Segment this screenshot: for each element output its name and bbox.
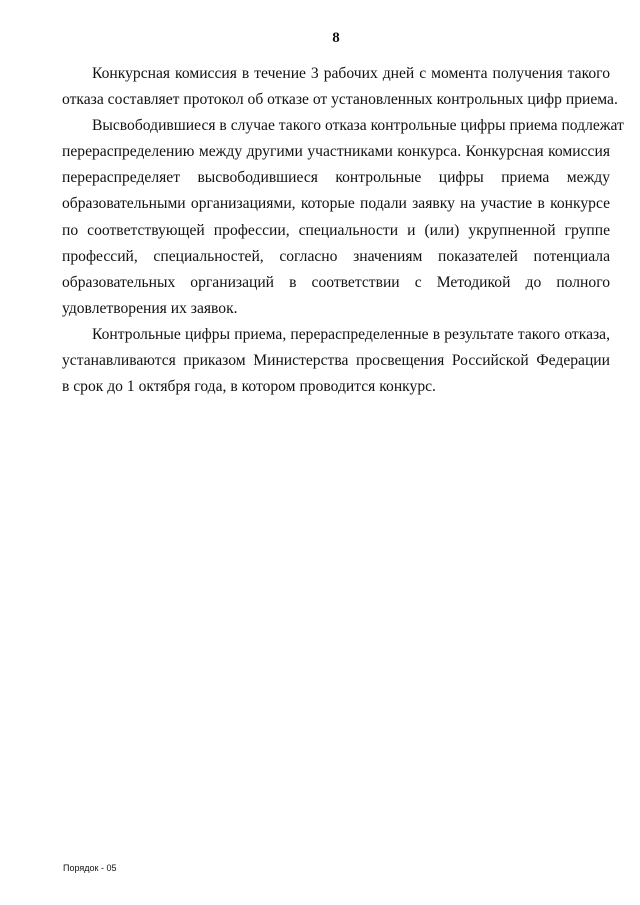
text-line: Конкурсная комиссия в течение 3 рабочих дней с момента получения такого (92, 65, 610, 82)
text-line: профессий, специальностей, согласно значениям показателей потенциала (62, 247, 610, 265)
text-line: удовлетворения их заявок. (62, 299, 238, 317)
paragraph-2 (62, 113, 624, 322)
text-line: по соответствующей профессии, специальности и (или) укрупненной группе (62, 221, 610, 239)
paragraph-3 (62, 322, 610, 400)
text-line: перераспределяет высвободившиеся контрольные цифры приема между (62, 169, 610, 187)
text-line: отказа составляет протокол об отказе от установленных контрольных цифр приема. (62, 91, 618, 109)
text-line: Высвободившиеся в случае такого отказа контрольные цифры приема подлежат (92, 117, 624, 135)
text-line: перераспределению между другими участниками конкурса. Конкурсная комиссия (62, 143, 610, 161)
paragraph-1 (62, 61, 618, 113)
text-line: устанавливаются приказом Министерства просвещения Российской Федерации (62, 352, 610, 370)
text-line: образовательных организаций в соответствии с Методикой до полного (62, 273, 610, 291)
document-body (62, 61, 624, 400)
text-line: Контрольные цифры приема, перераспределенные в результате такого отказа, (92, 325, 610, 343)
text-line: образовательными организациями, которые подали заявку на участие в конкурсе (62, 195, 610, 213)
footer-code: Порядок - 05 (63, 863, 117, 873)
text-line: в срок до 1 октября года, в котором проводится конкурс. (62, 378, 436, 396)
page-number: 8 (332, 30, 340, 46)
